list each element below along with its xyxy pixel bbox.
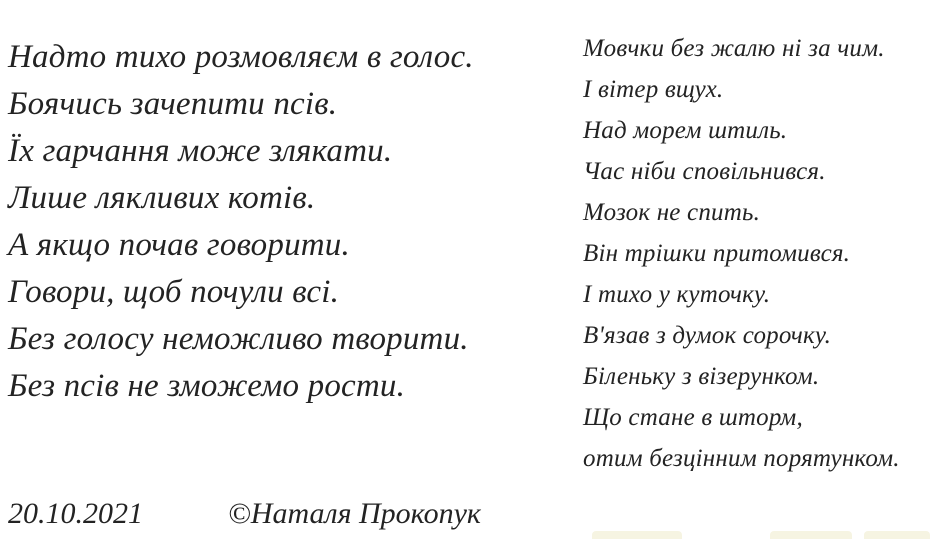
poem-line: Говори, щоб почули всі. bbox=[8, 274, 340, 310]
poem-right-column bbox=[583, 28, 900, 479]
poem-line: Що стане в шторм, bbox=[583, 404, 803, 431]
poem-line: Час ніби сповільнився. bbox=[583, 158, 826, 185]
poem-line: Лише лякливих котів. bbox=[8, 180, 316, 216]
poem-line: І вітер вщух. bbox=[583, 76, 724, 103]
date-text: 20.10.2021 bbox=[8, 497, 143, 530]
poem-line: В'язав з думок сорочку. bbox=[583, 322, 832, 349]
poem-left-column bbox=[8, 34, 474, 410]
watermark-smudge bbox=[864, 531, 930, 539]
poem-line: отим безцінним порятунком. bbox=[583, 445, 900, 472]
watermark-smudge bbox=[592, 531, 682, 539]
poem-line: Мовчки без жалю ні за чим. bbox=[583, 35, 885, 62]
poem-line: Мозок не спить. bbox=[583, 199, 761, 226]
watermark-smudge bbox=[770, 531, 852, 539]
poem-line: І тихо у куточку. bbox=[583, 281, 771, 308]
poem-line: Їх гарчання може злякати. bbox=[8, 133, 393, 169]
poem-line: Боячись зачепити псів. bbox=[8, 86, 338, 122]
poem-line: Без псів не зможемо рости. bbox=[8, 368, 406, 404]
poem-line: Без голосу неможливо творити. bbox=[8, 321, 469, 357]
poem-line: Надто тихо розмовляєм в голос. bbox=[8, 39, 474, 75]
poem-line: Біленьку з візерунком. bbox=[583, 363, 820, 390]
poem-line: Він трішки притомився. bbox=[583, 240, 851, 267]
poem-line: Над морем штиль. bbox=[583, 117, 788, 144]
poem-line: А якщо почав говорити. bbox=[8, 227, 350, 263]
copyright-text: ©Наталя Прокопук bbox=[228, 497, 481, 530]
